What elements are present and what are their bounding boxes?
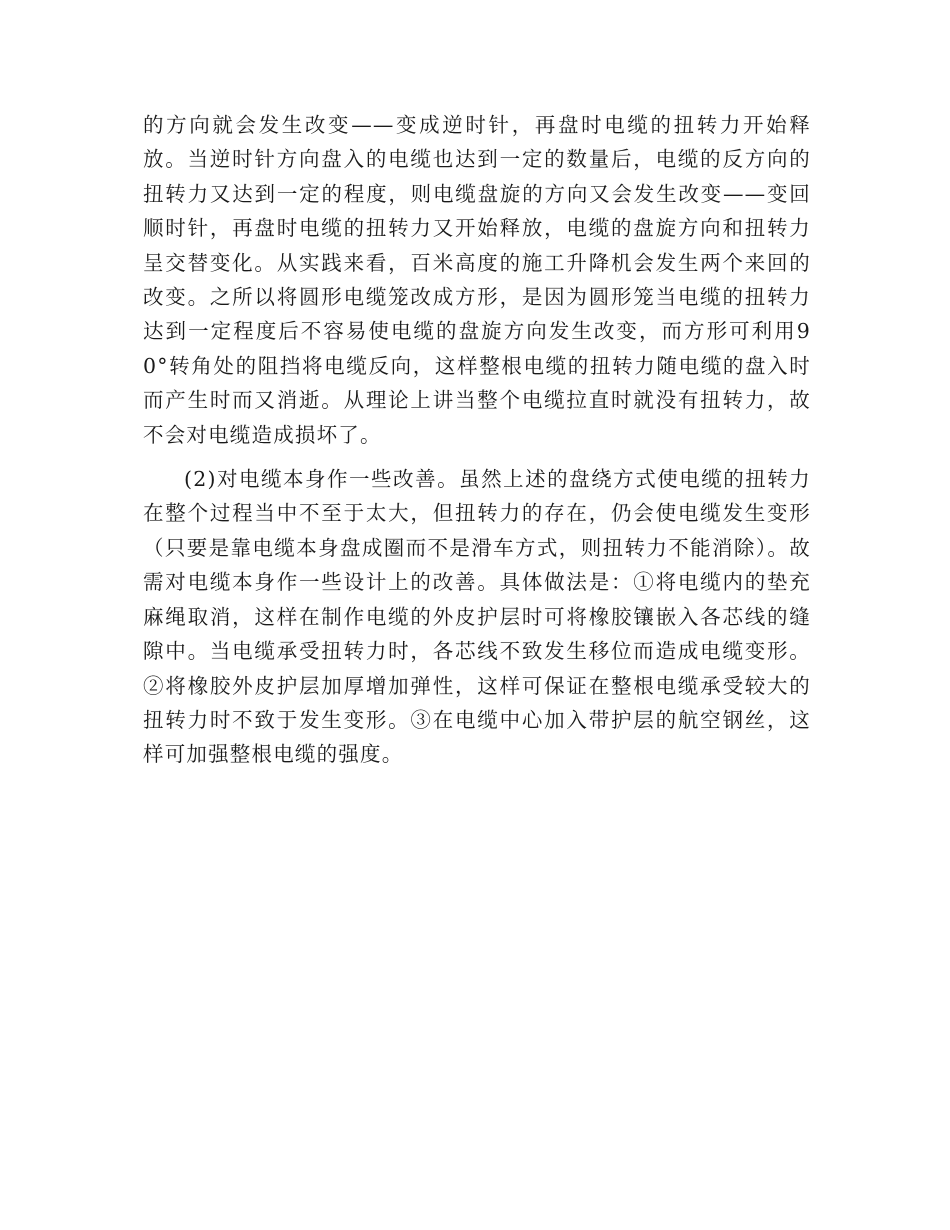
- document-body: [143, 108, 811, 772]
- paragraph-cable-improvement: (2)对电缆本身作一些改善。虽然上述的盘绕方式使电缆的扭转力在整个过程当中不至于太大，但扭转力的存在，仍会使电缆发生变形（只要是靠电缆本身盘成圈而不是滑车方式，则扭转力不能消除）。故需对电缆本身作一些设计上的改善。具体做法是：①将电缆内的垫充麻绳取消，这样在制作电缆的外皮护层时可将橡胶镶嵌入各芯线的缝隙中。当电缆承受扭转力时，各芯线不致发生移位而造成电缆变形。②将橡胶外皮护层加厚增加弹性，这样可保证在整根电缆承受较大的扭转力时不致于发生变形。③在电缆中心加入带护层的航空钢丝，这样可加强整根电缆的强度。: [143, 467, 811, 767]
- paragraph-cable-torsion-continuation: 的方向就会发生改变——变成逆时针，再盘时电缆的扭转力开始释放。当逆时针方向盘入的电缆也达到一定的数量后，电缆的反方向的扭转力又达到一定的程度，则电缆盘旋的方向又会发生改变——变回顺时针，再盘时电缆的扭转力又开始释放，电缆的盘旋方向和扭转力呈交替变化。从实践来看，百米高度的施工升降机会发生两个来回的改变。之所以将圆形电缆笼改成方形，是因为圆形笼当电缆的扭转力达到一定程度后不容易使电缆的盘旋方向发生改变，而方形可利用90°转角处的阻挡将电缆反向，这样整根电缆的扭转力随电缆的盘入时而产生时而又消逝。从理论上讲当整个电缆拉直时就没有扭转力，故不会对电缆造成损坏了。: [143, 113, 811, 447]
